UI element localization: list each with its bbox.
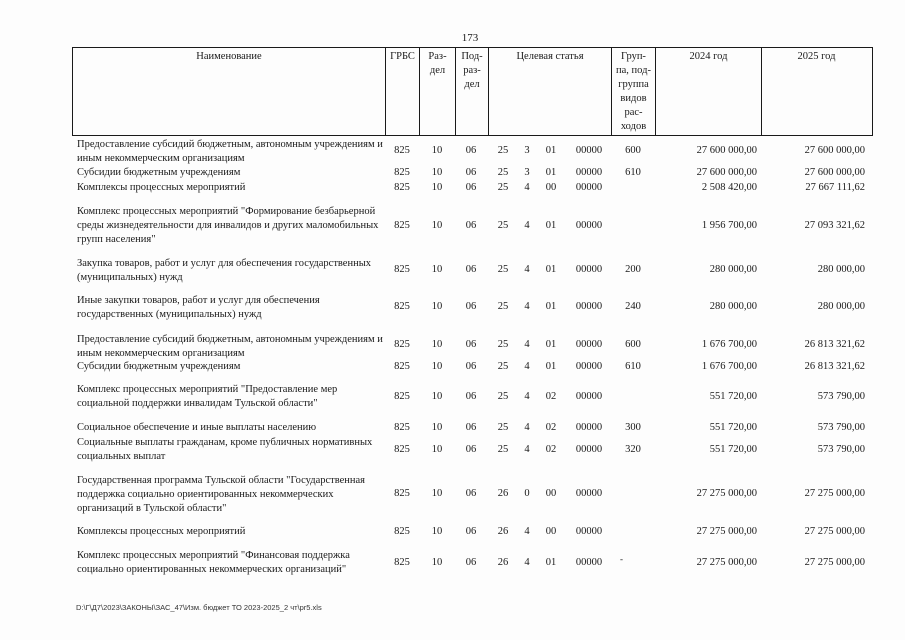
podrazdel-cell: 06	[465, 145, 477, 156]
expense-group-cell: 610	[625, 167, 641, 178]
row-name: Иные закупки товаров, работ и услуг для обеспечения государственных (муниципальных) нужд	[77, 295, 320, 321]
row-name: Комплекс процессных мероприятий "Финансовая поддержка социально ориентированных некоммерческих организаций"	[77, 550, 350, 576]
expense-group-cell: 610	[625, 361, 641, 372]
razdel-cell: 10	[431, 422, 443, 433]
amount-2025-cell: 573 790,00	[817, 444, 865, 455]
target-program-cell: 25	[497, 339, 509, 350]
amount-2024-cell: 27 600 000,00	[696, 145, 757, 156]
target-subprogram-cell: 4	[524, 220, 530, 231]
razdel-cell: 10	[431, 391, 443, 402]
expense-group-cell: 600	[625, 339, 641, 350]
row-name: Предоставление субсидий бюджетным, автономным учреждениям и иным некоммерческим организациям	[77, 334, 383, 360]
expense-group-cell: 320	[625, 444, 641, 455]
grbs-cell: 825	[394, 339, 410, 350]
razdel-cell: 10	[431, 145, 443, 156]
target-event-cell: 02	[545, 422, 557, 433]
target-program-cell: 25	[497, 301, 509, 312]
amount-2024-cell: 280 000,00	[709, 301, 757, 312]
razdel-cell: 10	[431, 264, 443, 275]
amount-2024-cell: 27 600 000,00	[696, 167, 757, 178]
target-subprogram-cell: 4	[524, 301, 530, 312]
target-event-cell: 01	[545, 220, 557, 231]
target-program-cell: 26	[497, 526, 509, 537]
target-event-cell: 01	[545, 339, 557, 350]
target-event-cell: 01	[545, 361, 557, 372]
target-direction-cell: 00000	[575, 167, 603, 178]
target-direction-cell: 00000	[575, 145, 603, 156]
target-direction-cell: 00000	[575, 488, 603, 499]
target-direction-cell: 00000	[575, 422, 603, 433]
razdel-cell: 10	[431, 339, 443, 350]
target-direction-cell: 00000	[575, 339, 603, 350]
grbs-cell: 825	[394, 361, 410, 372]
stray-mark: -	[620, 554, 623, 564]
razdel-cell: 10	[431, 167, 443, 178]
amount-2025-cell: 27 667 111,62	[805, 182, 865, 193]
target-direction-cell: 00000	[575, 444, 603, 455]
target-program-cell: 25	[497, 422, 509, 433]
target-program-cell: 25	[497, 220, 509, 231]
amount-2024-cell: 1 676 700,00	[701, 339, 757, 350]
podrazdel-cell: 06	[465, 526, 477, 537]
amount-2025-cell: 27 600 000,00	[804, 167, 865, 178]
page-number: 173	[461, 32, 479, 44]
podrazdel-cell: 06	[465, 220, 477, 231]
row-name: Комплексы процессных мероприятий	[77, 182, 246, 193]
header-expense-group: Груп- па, под- группа видов рас- ходов	[616, 51, 651, 132]
header-name: Наименование	[196, 51, 262, 62]
razdel-cell: 10	[431, 557, 443, 568]
row-name: Субсидии бюджетным учреждениям	[77, 361, 241, 372]
row-name: Комплекс процессных мероприятий "Предоставление мер социальной поддержки инвалидам Тульской области"	[77, 384, 338, 410]
amount-2025-cell: 27 275 000,00	[804, 526, 865, 537]
row-name: Закупка товаров, работ и услуг для обеспечения государственных (муниципальных) нужд	[77, 258, 372, 284]
target-subprogram-cell: 3	[524, 167, 530, 178]
target-subprogram-cell: 4	[524, 557, 530, 568]
podrazdel-cell: 06	[465, 182, 477, 193]
row-name: Социальные выплаты гражданам, кроме публичных нормативных социальных выплат	[77, 437, 373, 463]
target-direction-cell: 00000	[575, 391, 603, 402]
target-subprogram-cell: 4	[524, 391, 530, 402]
podrazdel-cell: 06	[465, 557, 477, 568]
target-subprogram-cell: 3	[524, 145, 530, 156]
target-program-cell: 25	[497, 145, 509, 156]
amount-2025-cell: 280 000,00	[817, 301, 865, 312]
amount-2024-cell: 2 508 420,00	[701, 182, 757, 193]
grbs-cell: 825	[394, 167, 410, 178]
target-event-cell: 01	[545, 301, 557, 312]
amount-2024-cell: 1 956 700,00	[701, 220, 757, 231]
podrazdel-cell: 06	[465, 339, 477, 350]
target-direction-cell: 00000	[575, 301, 603, 312]
target-direction-cell: 00000	[575, 361, 603, 372]
header-target-article: Целевая статья	[516, 51, 584, 62]
target-direction-cell: 00000	[575, 264, 603, 275]
header-grbs: ГРБС	[390, 51, 415, 62]
podrazdel-cell: 06	[465, 361, 477, 372]
grbs-cell: 825	[394, 422, 410, 433]
expense-group-cell: 200	[625, 264, 641, 275]
amount-2025-cell: 573 790,00	[817, 391, 865, 402]
amount-2025-cell: 573 790,00	[817, 422, 865, 433]
grbs-cell: 825	[394, 444, 410, 455]
amount-2025-cell: 26 813 321,62	[804, 339, 865, 350]
podrazdel-cell: 06	[465, 488, 477, 499]
target-direction-cell: 00000	[575, 220, 603, 231]
row-name: Комплексы процессных мероприятий	[77, 526, 246, 537]
razdel-cell: 10	[431, 488, 443, 499]
razdel-cell: 10	[431, 301, 443, 312]
amount-2025-cell: 280 000,00	[817, 264, 865, 275]
razdel-cell: 10	[431, 526, 443, 537]
header-razdel: Раз- дел	[428, 51, 447, 76]
target-program-cell: 25	[497, 264, 509, 275]
target-program-cell: 26	[497, 557, 509, 568]
target-event-cell: 00	[545, 526, 557, 537]
podrazdel-cell: 06	[465, 422, 477, 433]
podrazdel-cell: 06	[465, 167, 477, 178]
grbs-cell: 825	[394, 145, 410, 156]
target-direction-cell: 00000	[575, 182, 603, 193]
grbs-cell: 825	[394, 264, 410, 275]
podrazdel-cell: 06	[465, 444, 477, 455]
podrazdel-cell: 06	[465, 301, 477, 312]
target-direction-cell: 00000	[575, 526, 603, 537]
grbs-cell: 825	[394, 557, 410, 568]
amount-2024-cell: 27 275 000,00	[696, 526, 757, 537]
target-subprogram-cell: 4	[524, 422, 530, 433]
target-direction-cell: 00000	[575, 557, 603, 568]
grbs-cell: 825	[394, 526, 410, 537]
razdel-cell: 10	[431, 182, 443, 193]
target-subprogram-cell: 4	[524, 444, 530, 455]
grbs-cell: 825	[394, 391, 410, 402]
target-program-cell: 26	[497, 488, 509, 499]
podrazdel-cell: 06	[465, 264, 477, 275]
amount-2024-cell: 551 720,00	[709, 422, 757, 433]
expense-group-cell: 300	[625, 422, 641, 433]
header-podrazdel: Под- раз- дел	[461, 51, 483, 90]
expense-group-cell: 240	[625, 301, 641, 312]
amount-2024-cell: 280 000,00	[709, 264, 757, 275]
amount-2024-cell: 551 720,00	[709, 444, 757, 455]
grbs-cell: 825	[394, 182, 410, 193]
target-subprogram-cell: 4	[524, 182, 530, 193]
row-name: Субсидии бюджетным учреждениям	[77, 167, 241, 178]
grbs-cell: 825	[394, 488, 410, 499]
razdel-cell: 10	[431, 220, 443, 231]
row-name: Государственная программа Тульской области "Государственная поддержка социально ориентированных некоммерческих организаций в Тульской области"	[77, 475, 366, 515]
amount-2025-cell: 27 275 000,00	[804, 488, 865, 499]
header-year-2025: 2025 год	[797, 51, 836, 62]
expense-group-cell: 600	[625, 145, 641, 156]
target-program-cell: 25	[497, 444, 509, 455]
row-name: Социальное обеспечение и иные выплаты населению	[77, 422, 317, 433]
target-program-cell: 25	[497, 167, 509, 178]
amount-2025-cell: 27 600 000,00	[804, 145, 865, 156]
row-name: Комплекс процессных мероприятий "Формирование безбарьерной среды жизнедеятельности для инвалидов и других маломобильных групп населения"	[77, 206, 379, 246]
amount-2025-cell: 27 093 321,62	[804, 220, 865, 231]
target-event-cell: 01	[545, 145, 557, 156]
amount-2024-cell: 27 275 000,00	[696, 557, 757, 568]
target-event-cell: 01	[545, 557, 557, 568]
target-subprogram-cell: 0	[524, 488, 530, 499]
amount-2024-cell: 27 275 000,00	[696, 488, 757, 499]
grbs-cell: 825	[394, 301, 410, 312]
target-event-cell: 01	[545, 264, 557, 275]
target-program-cell: 25	[497, 361, 509, 372]
amount-2025-cell: 26 813 321,62	[804, 361, 865, 372]
amount-2024-cell: 551 720,00	[709, 391, 757, 402]
target-subprogram-cell: 4	[524, 339, 530, 350]
target-event-cell: 01	[545, 167, 557, 178]
target-event-cell: 02	[545, 444, 557, 455]
target-event-cell: 00	[545, 182, 557, 193]
target-event-cell: 00	[545, 488, 557, 499]
row-name: Предоставление субсидий бюджетным, автономным учреждениям и иным некоммерческим организациям	[77, 139, 383, 165]
target-subprogram-cell: 4	[524, 361, 530, 372]
target-program-cell: 25	[497, 391, 509, 402]
target-subprogram-cell: 4	[524, 264, 530, 275]
amount-2024-cell: 1 676 700,00	[701, 361, 757, 372]
target-subprogram-cell: 4	[524, 526, 530, 537]
header-year-2024: 2024 год	[689, 51, 728, 62]
grbs-cell: 825	[394, 220, 410, 231]
amount-2025-cell: 27 275 000,00	[804, 557, 865, 568]
footer-file-path: D:\Г\Д7\2023\ЗАКОНЫ\ЗАС_47\Изм. бюджет ТО 2023-2025_2 чт\pr5.xls	[76, 603, 322, 612]
target-event-cell: 02	[545, 391, 557, 402]
razdel-cell: 10	[431, 444, 443, 455]
target-program-cell: 25	[497, 182, 509, 193]
razdel-cell: 10	[431, 361, 443, 372]
podrazdel-cell: 06	[465, 391, 477, 402]
